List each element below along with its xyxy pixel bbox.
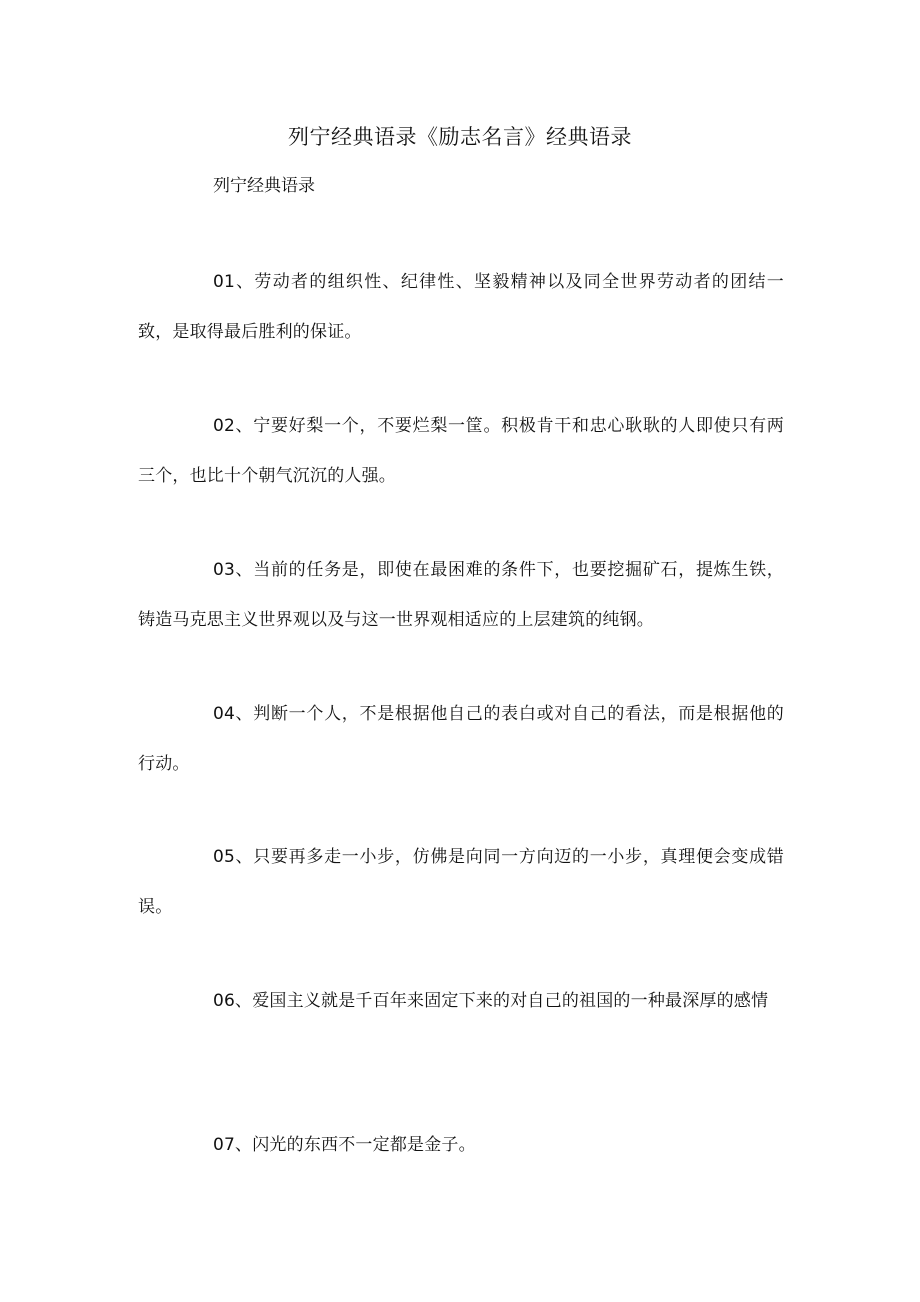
quote-paragraph: 05、只要再多走一小步，仿佛是向同一方向迈的一小步，真理便会变成错误。: [138, 847, 784, 917]
quote-paragraph: 03、当前的任务是，即使在最困难的条件下，也要挖掘矿石，提炼生铁，铸造马克思主义世界观以及与这一世界观相适应的上层建筑的纯钢。: [138, 560, 784, 630]
quote-paragraph: 06、爱国主义就是千百年来固定下来的对自己的祖国的一种最深厚的感情: [213, 991, 769, 1011]
quote-paragraph: 02、宁要好梨一个，不要烂梨一筐。积极肯干和忠心耿耿的人即使只有两三个，也比十个朝气沉沉的人强。: [138, 416, 784, 486]
quote-paragraph: 04、判断一个人，不是根据他自己的表白或对自己的看法，而是根据他的行动。: [138, 704, 784, 774]
document-subtitle: 列宁经典语录: [213, 176, 315, 196]
quote-paragraph: 07、闪光的东西不一定都是金子。: [213, 1135, 476, 1155]
quote-paragraph: 01、劳动者的组织性、纪律性、坚毅精神以及同全世界劳动者的团结一致，是取得最后胜利的保证。: [138, 272, 784, 342]
document-title: 列宁经典语录《励志名言》经典语录: [288, 125, 632, 149]
